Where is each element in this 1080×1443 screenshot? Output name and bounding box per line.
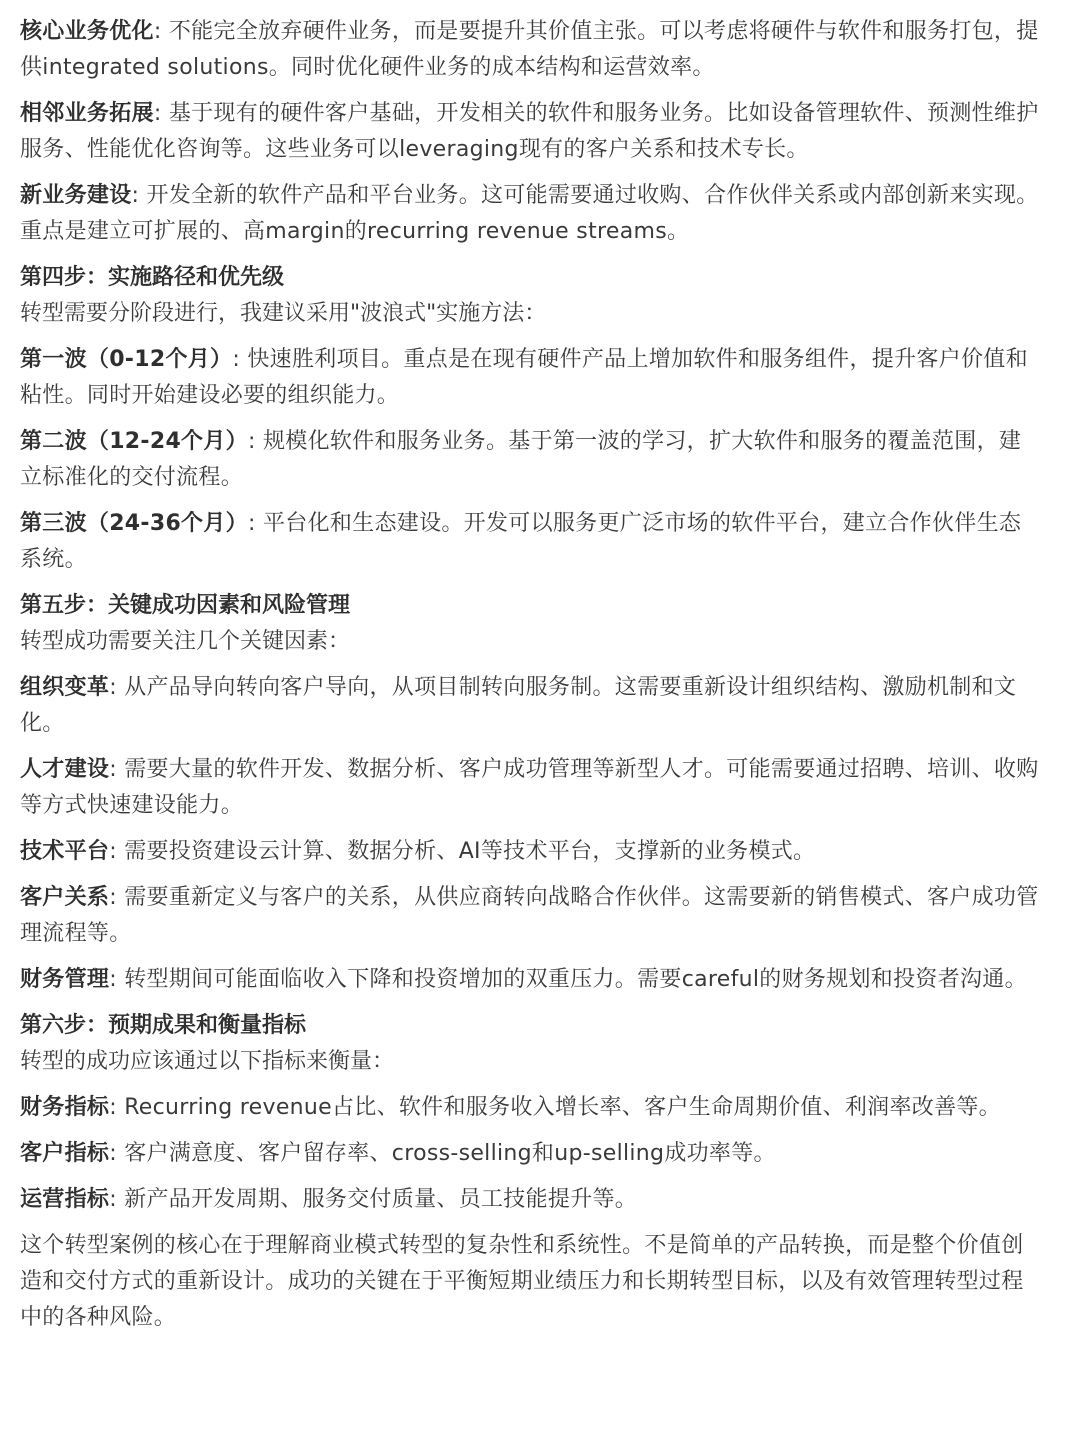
item-adjacent-business <box>20 96 1040 168</box>
item-ops-metrics <box>20 1182 1040 1218</box>
item-term: 财务管理 <box>20 967 110 992</box>
item-term: 客户指标 <box>20 1141 110 1166</box>
item-new-business <box>20 178 1040 250</box>
item-term: 新业务建设 <box>20 183 132 208</box>
item-term: 运营指标 <box>20 1187 110 1212</box>
item-text: : 开发全新的软件产品和平台业务。这可能需要通过收购、合作伙伴关系或内部创新来实现。重点是建立可扩展的、高margin的recurring revenue streams。 <box>20 183 1039 244</box>
item-talent <box>20 752 1040 824</box>
item-text: : 需要重新定义与客户的关系，从供应商转向战略合作伙伴。这需要新的销售模式、客户成功管理流程等。 <box>20 885 1039 946</box>
section-intro-step4: 转型需要分阶段进行，我建议采用"波浪式"实施方法： <box>20 301 547 326</box>
item-text: : 基于现有的硬件客户基础，开发相关的软件和服务业务。比如设备管理软件、预测性维护服务、性能优化咨询等。这些业务可以leveraging现有的客户关系和技术专长。 <box>20 101 1039 162</box>
item-text: : 需要投资建设云计算、数据分析、AI等技术平台，支撑新的业务模式。 <box>109 839 816 864</box>
item-wave-3 <box>20 506 1040 578</box>
item-text: : 快速胜利项目。重点是在现有硬件产品上增加软件和服务组件，提升客户价值和粘性。同时开始建设必要的组织能力。 <box>20 347 1028 408</box>
item-term: 相邻业务拓展 <box>20 101 154 126</box>
conclusion-paragraph: 这个转型案例的核心在于理解商业模式转型的复杂性和系统性。不是简单的产品转换，而是整个价值创造和交付方式的重新设计。成功的关键在于平衡短期业绩压力和长期转型目标，以及有效管理转型过程中的各种风险。 <box>20 1233 1024 1330</box>
item-finance-metrics <box>20 1090 1040 1126</box>
item-term: 第三波（24-36个月） <box>20 511 248 536</box>
item-text: : 从产品导向转向客户导向，从项目制转向服务制。这需要重新设计组织结构、激励机制和文化。 <box>20 675 1017 736</box>
item-term: 财务指标 <box>20 1095 110 1120</box>
item-wave-1 <box>20 342 1040 414</box>
section-heading-step6: 第六步：预期成果和衡量指标 <box>20 1013 307 1038</box>
item-term: 第二波（12-24个月） <box>20 429 248 454</box>
section-heading-step5: 第五步：关键成功因素和风险管理 <box>20 593 351 618</box>
item-term: 技术平台 <box>20 839 110 864</box>
item-text: : 客户满意度、客户留存率、cross-selling和up-selling成功率等。 <box>109 1141 776 1166</box>
item-term: 核心业务优化 <box>20 19 154 44</box>
item-finance-mgmt <box>20 962 1040 998</box>
item-customer-metrics <box>20 1136 1040 1172</box>
item-text: : Recurring revenue占比、软件和服务收入增长率、客户生命周期价值、利润率改善等。 <box>109 1095 1001 1120</box>
item-term: 客户关系 <box>20 885 110 910</box>
section-heading-step4: 第四步：实施路径和优先级 <box>20 265 285 290</box>
item-text: : 规模化软件和服务业务。基于第一波的学习，扩大软件和服务的覆盖范围，建立标准化的交付流程。 <box>20 429 1022 490</box>
item-term: 第一波（0-12个月） <box>20 347 233 372</box>
item-org-change <box>20 670 1040 742</box>
section-intro-step6: 转型的成功应该通过以下指标来衡量： <box>20 1049 395 1074</box>
item-tech-platform <box>20 834 1040 870</box>
item-text: : 转型期间可能面临收入下降和投资增加的双重压力。需要careful的财务规划和投资者沟通。 <box>109 967 1027 992</box>
item-text: : 平台化和生态建设。开发可以服务更广泛市场的软件平台，建立合作伙伴生态系统。 <box>20 511 1022 572</box>
item-text: : 需要大量的软件开发、数据分析、客户成功管理等新型人才。可能需要通过招聘、培训、收购等方式快速建设能力。 <box>20 757 1039 818</box>
item-wave-2 <box>20 424 1040 496</box>
item-text: : 新产品开发周期、服务交付质量、员工技能提升等。 <box>109 1187 638 1212</box>
item-customer-relations <box>20 880 1040 952</box>
item-text: : 不能完全放弃硬件业务，而是要提升其价值主张。可以考虑将硬件与软件和服务打包，提供integrated solutions。同时优化硬件业务的成本结构和运营效率。 <box>20 19 1039 80</box>
item-term: 人才建设 <box>20 757 110 782</box>
item-term: 组织变革 <box>20 675 110 700</box>
section-intro-step5: 转型成功需要关注几个关键因素： <box>20 629 351 654</box>
item-core-business <box>20 14 1040 86</box>
